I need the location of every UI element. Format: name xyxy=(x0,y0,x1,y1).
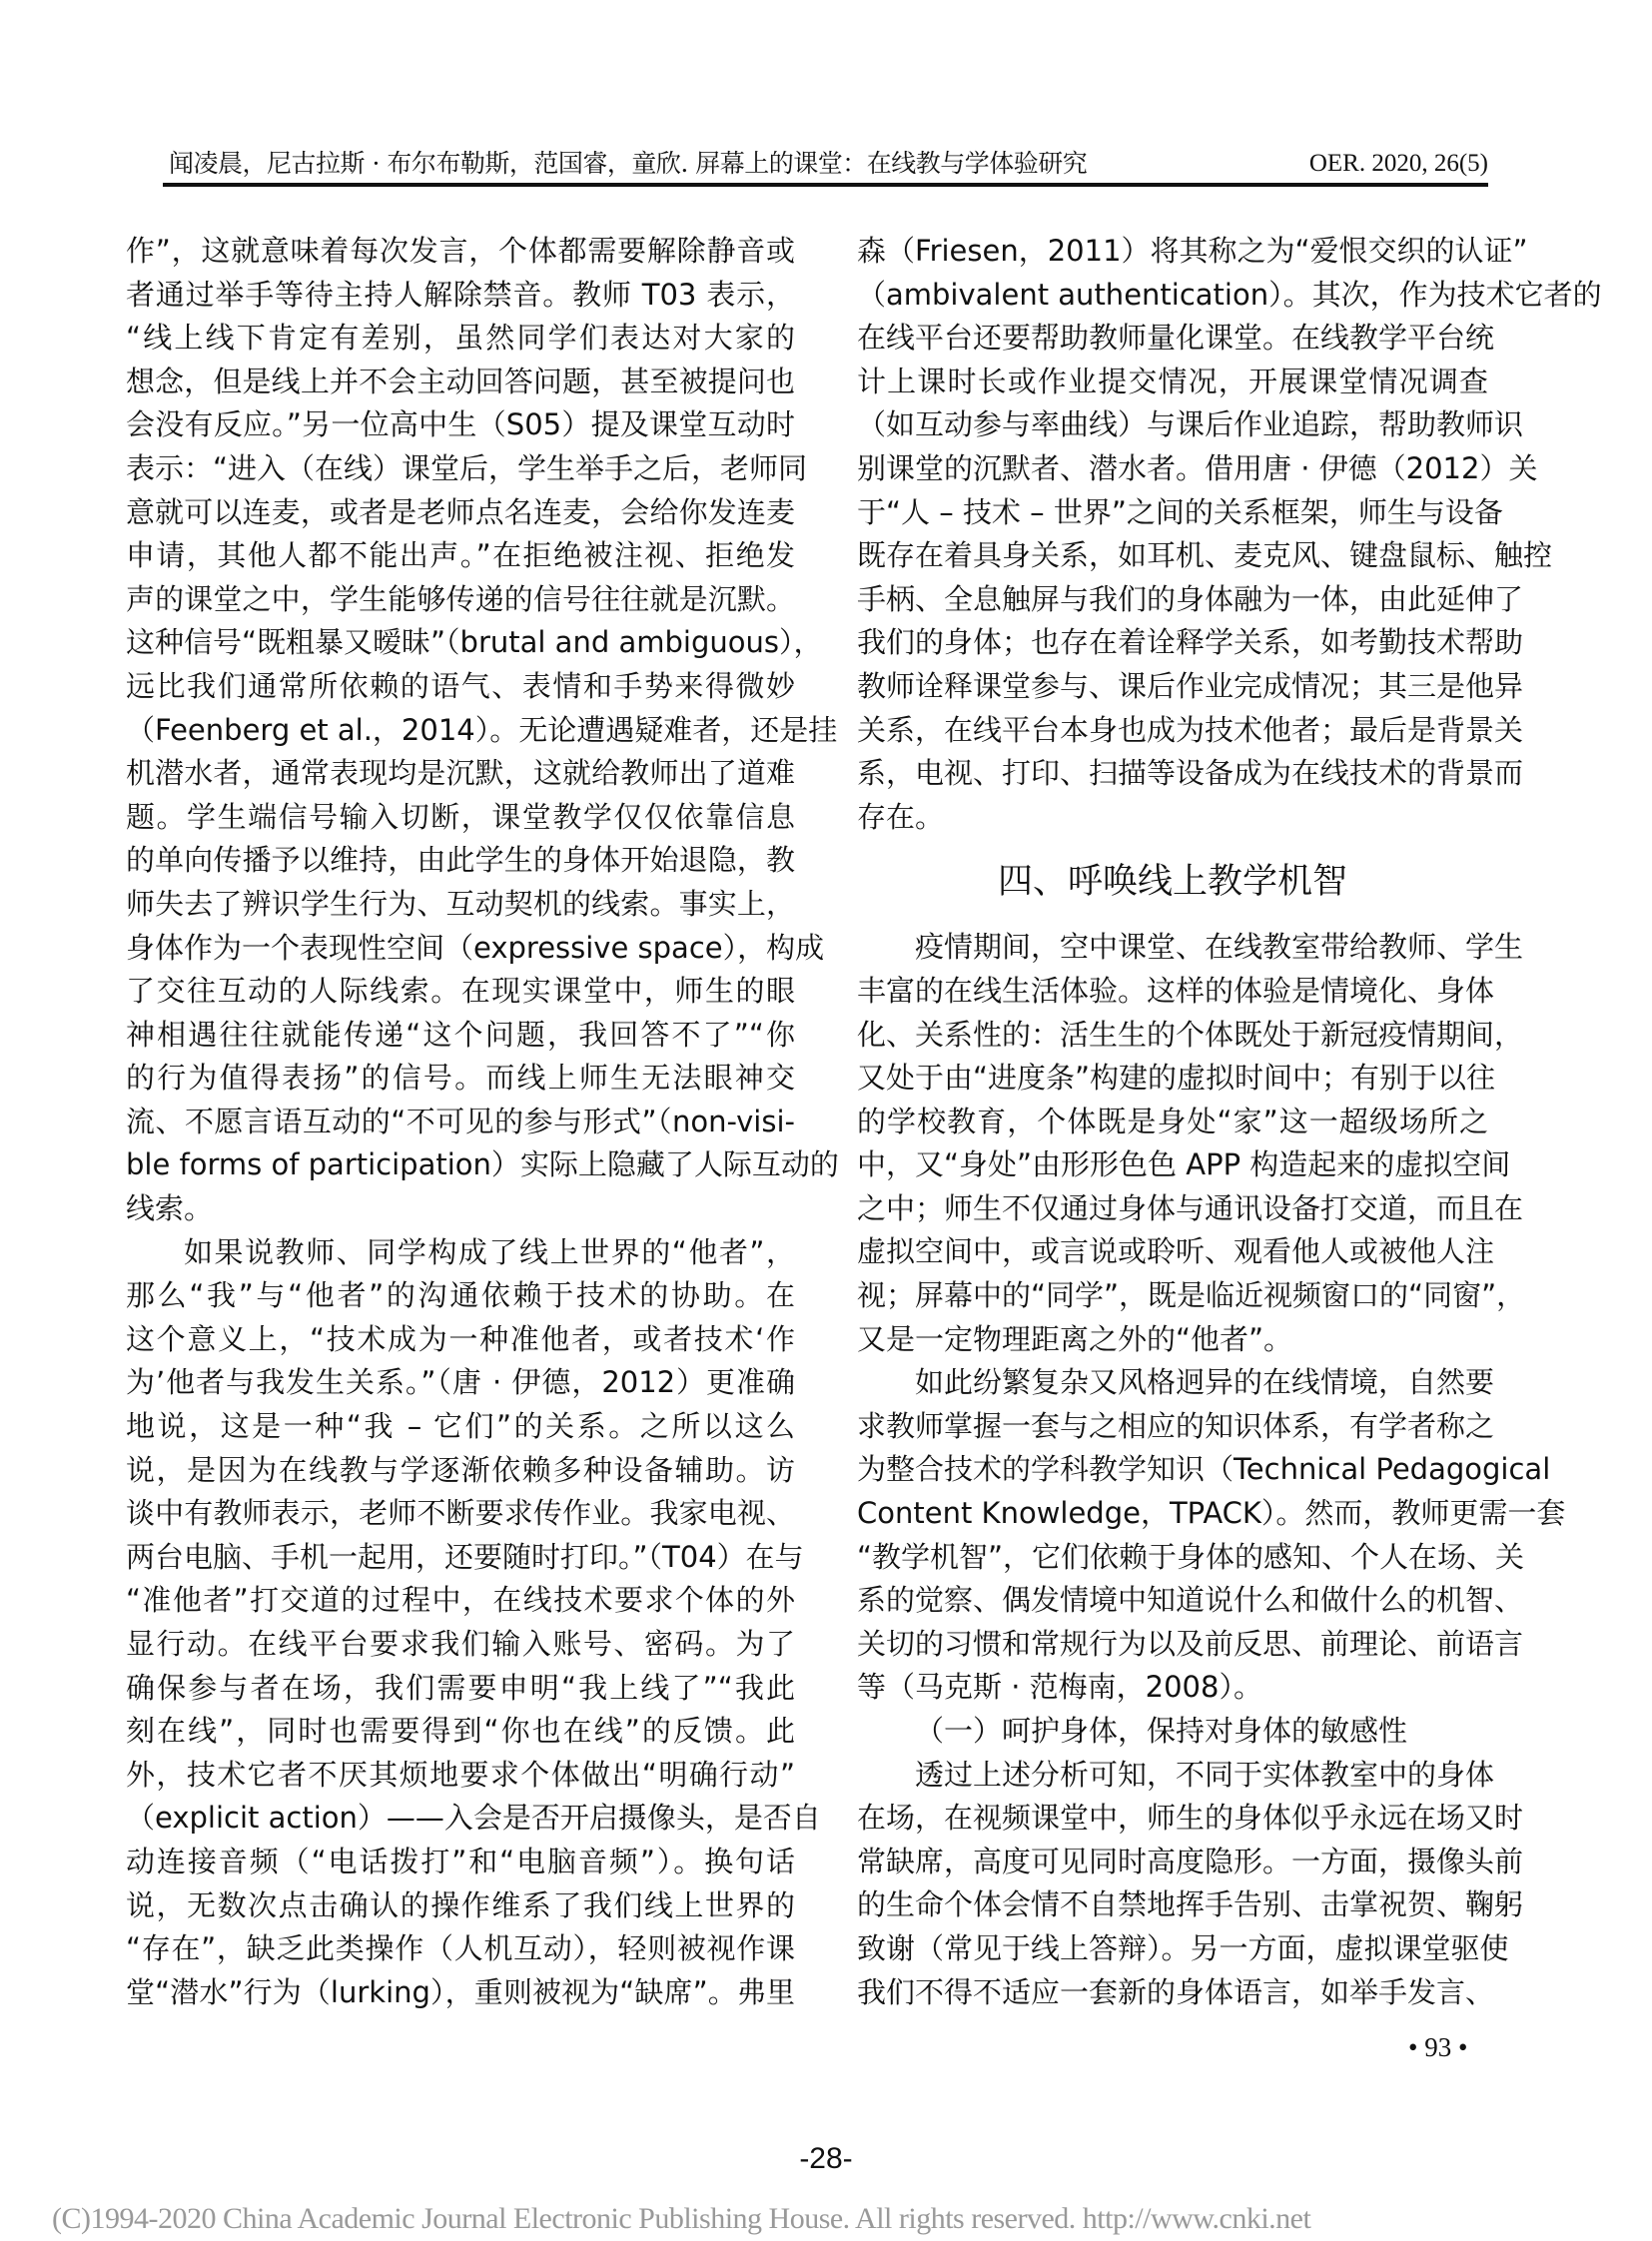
text-line: 师失去了辨识学生行为、互动契机的线索。事实上， xyxy=(126,886,795,921)
text-line: 又是一定物理距离之外的“他者”。 xyxy=(857,1321,1293,1356)
text-line: 意就可以连麦，或者是老师点名连麦，会给你发连麦 xyxy=(126,494,795,529)
text-line: 常缺席，高度可见同时高度隐形。一方面，摄像头前 xyxy=(857,1844,1524,1878)
text-line: “线上线下肯定有差别，虽然同学们表达对大家的 xyxy=(126,321,795,356)
text-line: 这种信号“既粗暴又暧昧”（brutal and ambiguous）， xyxy=(126,625,823,660)
text-line: 为整合技术的学科教学知识（Technical Pedagogical xyxy=(857,1452,1551,1487)
running-header xyxy=(163,146,1488,182)
paragraph-body-presence xyxy=(857,1754,1524,2015)
text-line: “存在”，缺乏此类操作（人机互动），轻则被视作课 xyxy=(126,1931,795,1966)
paragraph-tech-other xyxy=(857,230,1602,839)
text-line: 身体作为一个表现性空间（expressive space），构成 xyxy=(126,930,825,965)
paragraph-pedagogical-tact xyxy=(857,1361,1566,1710)
text-line: 疫情期间，空中课堂、在线教室带给教师、学生 xyxy=(915,930,1524,965)
text-line: 化、关系性的：活生生的个体既处于新冠疫情期间， xyxy=(857,1017,1524,1052)
paragraph-pandemic-experience xyxy=(857,926,1526,1361)
text-line: 机潜水者，通常表现均是沉默，这就给教师出了道难 xyxy=(126,756,795,791)
text-line: 我们的身体；也存在着诠释学关系，如考勤技术帮助 xyxy=(857,625,1524,660)
text-line: 作”，这就意味着每次发言，个体都需要解除静音或 xyxy=(126,234,795,268)
text-line: 题。学生端信号输入切断，课堂教学仅仅依靠信息 xyxy=(126,799,795,834)
text-line: 手柄、全息触屏与我们的身体融为一体，由此延伸了 xyxy=(857,581,1524,616)
text-line: 求教师掌握一套与之相应的知识体系，有学者称之 xyxy=(857,1408,1495,1443)
text-line: 别课堂的沉默者、潜水者。借用唐 · 伊德（2012）关 xyxy=(857,450,1538,485)
text-line: 这个意义上，“技术成为一种准他者，或者技术‘作 xyxy=(126,1321,795,1356)
text-line: 如果说教师、同学构成了线上世界的“他者”， xyxy=(184,1234,795,1269)
running-header-title: 闻凌晨，尼古拉斯 · 布尔布勒斯，范国睿，童欣. 屏幕上的课堂：在线教与学体验研究 xyxy=(169,149,1088,178)
text-line: 教师诠释课堂参与、课后作业完成情况；其三是他异 xyxy=(857,668,1524,703)
text-line: 远比我们通常所依赖的语气、表情和手势来得微妙 xyxy=(126,668,795,703)
text-line: 之中；师生不仅通过身体与通讯设备打交道，而且在 xyxy=(857,1190,1524,1225)
text-line: Content Knowledge，TPACK）。然而，教师更需一套 xyxy=(857,1496,1566,1531)
text-line: 存在。 xyxy=(857,799,945,834)
text-line: 堂“潜水”行为（lurking），重则被视为“缺席”。弗里 xyxy=(126,1974,795,2009)
text-line: 丰富的在线生活体验。这样的体验是情境化、身体 xyxy=(857,973,1495,1008)
text-line: 虚拟空间中，或言说或聆听、观看他人或被他人注 xyxy=(857,1234,1495,1269)
text-line: 说，无数次点击确认的操作维系了我们线上世界的 xyxy=(126,1887,795,1922)
text-line: 透过上述分析可知，不同于实体教室中的身体 xyxy=(915,1757,1495,1792)
text-line: 的行为值得表扬”的信号。而线上师生无法眼神交 xyxy=(126,1061,795,1096)
text-line: 森（Friesen，2011）将其称之为“爱恨交织的认证” xyxy=(857,234,1528,268)
text-line: 在线平台还要帮助教师量化课堂。在线教学平台统 xyxy=(857,321,1495,356)
text-line: 的单向传播予以维持，由此学生的身体开始退隐，教 xyxy=(126,843,795,878)
text-line: 者通过举手等待主持人解除禁音。教师 T03 表示， xyxy=(126,277,795,312)
left-column xyxy=(126,230,839,2014)
text-line: 计上课时长或作业提交情况，开展课堂情况调查 xyxy=(857,364,1488,398)
right-column xyxy=(857,230,1602,2014)
text-line: 神相遇往往就能传递“这个问题，我回答不了”“你 xyxy=(126,1017,795,1052)
text-line: 声的课堂之中，学生能够传递的信号往往就是沉默。 xyxy=(126,581,795,616)
text-line: 外，技术它者不厌其烦地要求个体做出“明确行动” xyxy=(126,1757,795,1792)
text-line: 了交往互动的人际线索。在现实课堂中，师生的眼 xyxy=(126,974,795,1009)
text-line: 那么“我”与“他者”的沟通依赖于技术的协助。在 xyxy=(126,1278,795,1313)
text-line: 两台电脑、手机一起用，还要随时打印。”（T04）在与 xyxy=(126,1539,804,1574)
text-line: 地说，这是一种“我 – 它们”的关系。之所以这么 xyxy=(126,1409,795,1444)
text-line: 我们不得不适应一套新的身体语言，如举手发言、 xyxy=(857,1974,1495,2009)
text-line: 于“人 – 技术 – 世界”之间的关系框架，师生与设备 xyxy=(857,494,1503,529)
text-line: “准他者”打交道的过程中，在线技术要求个体的外 xyxy=(126,1583,795,1618)
text-line: （Feenberg et al.，2014）。无论遭遇疑难者，还是挂 xyxy=(126,712,838,747)
text-line: 表示：“进入（在线）课堂后，学生举手之后，老师同 xyxy=(126,450,808,485)
text-line: 系，电视、打印、扫描等设备成为在线技术的背景而 xyxy=(857,756,1524,791)
text-line: 又处于由“进度条”构建的虚拟时间中；有别于以往 xyxy=(857,1061,1496,1096)
text-line: “教学机智”，它们依赖于身体的感知、个人在场、关 xyxy=(857,1539,1525,1574)
text-line: 确保参与者在场，我们需要申明“我上线了”“我此 xyxy=(126,1670,795,1705)
text-line: 系的觉察、偶发情境中知道说什么和做什么的机智、 xyxy=(857,1583,1524,1618)
text-line: （如互动参与率曲线）与课后作业追踪，帮助教师识 xyxy=(857,407,1524,442)
text-line: 想念，但是线上并不会主动回答问题，甚至被提问也 xyxy=(126,364,795,398)
subheading-body-sensitivity: （一）呵护身体，保持对身体的敏感性 xyxy=(915,1714,1408,1748)
text-line: （explicit action）——入会是否开启摄像头，是否自 xyxy=(126,1801,821,1836)
text-line: ble forms of participation）实际上隐藏了人际互动的 xyxy=(126,1147,839,1182)
text-line: 视；屏幕中的“同学”，既是临近视频窗口的“同窗”， xyxy=(857,1278,1526,1313)
text-line: 的学校教育，个体既是身处“家”这一超级场所之 xyxy=(857,1104,1488,1138)
text-line: 关系，在线平台本身也成为技术他者；最后是背景关 xyxy=(857,712,1524,747)
copyright-notice: (C)1994-2020 China Academic Journal Electronic Publishing House. All rights reserved. http://www.cnki.net xyxy=(52,2202,1311,2235)
text-line: 中，又“身处”由形形色色 APP 构造起来的虚拟空间 xyxy=(857,1147,1511,1182)
text-line: 致谢（常见于线上答辩）。另一方面，虚拟课堂驱使 xyxy=(857,1930,1509,1965)
text-line: 既存在着具身关系，如耳机、麦克风、键盘鼠标、触控 xyxy=(857,538,1553,573)
text-line: 谈中有教师表示，老师不断要求传作业。我家电视、 xyxy=(126,1496,795,1531)
text-line: 如此纷繁复杂又风格迥异的在线情境，自然要 xyxy=(915,1365,1495,1400)
text-line: 申请，其他人都不能出声。”在拒绝被注视、拒绝发 xyxy=(126,538,795,573)
journal-page-number: • 93 • xyxy=(1408,2032,1468,2062)
header-rule xyxy=(163,183,1488,187)
text-line: 动连接音频（“电话拨打”和“电脑音频”）。换句话 xyxy=(126,1844,795,1878)
journal-citation: OER. 2020, 26(5) xyxy=(1308,150,1488,177)
text-line: 说，是因为在线教与学逐渐依赖多种设备辅助。访 xyxy=(126,1452,795,1487)
text-line: 会没有反应。”另一位高中生（S05）提及课堂互动时 xyxy=(126,407,795,442)
text-line: 流、不愿言语互动的“不可见的参与形式”（non-visi- xyxy=(126,1104,795,1138)
pdf-page-marker: -28- xyxy=(799,2142,853,2175)
text-line: （ambivalent authentication）。其次，作为技术它者的 xyxy=(857,277,1602,312)
section-heading: 四、呼唤线上教学机智 xyxy=(997,862,1347,903)
text-line: 的生命个体会情不自禁地挥手告别、击掌祝贺、鞠躬 xyxy=(857,1887,1524,1922)
text-line: 显行动。在线平台要求我们输入账号、密码。为了 xyxy=(126,1627,795,1661)
text-line: 等（马克斯 · 范梅南，2008）。 xyxy=(857,1670,1262,1705)
text-line: 为’他者与我发生关系。”（唐 · 伊德，2012）更准确 xyxy=(126,1365,795,1400)
text-line: 刻在线”，同时也需要得到“你也在线”的反馈。此 xyxy=(126,1714,795,1749)
text-line: 在场，在视频课堂中，师生的身体似乎永远在场又时 xyxy=(857,1801,1524,1836)
text-line: 关切的习惯和常规行为以及前反思、前理论、前语言 xyxy=(857,1626,1524,1661)
text-line: 线索。 xyxy=(126,1191,214,1226)
